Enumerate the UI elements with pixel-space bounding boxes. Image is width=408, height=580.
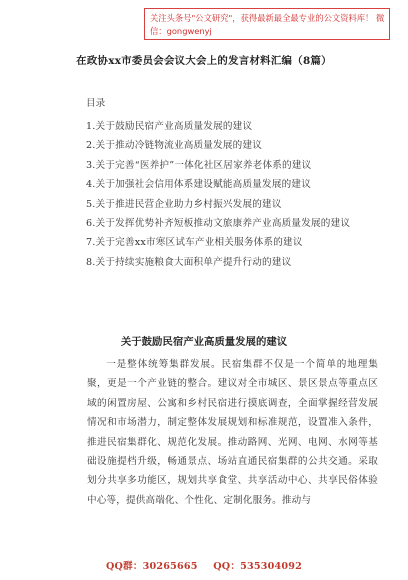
section-title: 关于鼓励民宿产业高质量发展的建议 (120, 336, 288, 348)
toc-item[interactable]: 6.关于发挥优势补齐短板推动文旅康养产业高质量发展的建议 (86, 218, 351, 230)
toc-item[interactable]: 8.关于持续实施粮食大面积单产提升行动的建议 (86, 256, 292, 268)
toc-item[interactable]: 7.关于完善xx市寒区试车产业相关服务体系的建议 (86, 237, 303, 249)
table-of-contents (86, 117, 378, 272)
document-title: 在政协xx市委员会会议大会上的发言材料汇编（8篇） (76, 55, 332, 67)
toc-item[interactable]: 4.关于加强社会信用体系建设赋能高质量发展的建议 (86, 179, 312, 191)
header-notice: 关注头条号"公文研究"，获得最新最全最专业的公文资料库！ 微信：gongwenyj (150, 13, 385, 36)
toc-heading: 目录 (86, 98, 106, 109)
footer-qq: QQ：535304092 (213, 561, 303, 572)
footer-qq-group: QQ群：30265665 (105, 561, 198, 572)
toc-item[interactable]: 1.关于鼓励民宿产业高质量发展的建议 (86, 121, 253, 132)
toc-item[interactable]: 3.关于完善“医养护”一体化社区居家养老体系的建议 (86, 159, 312, 171)
footer-contact (0, 558, 408, 572)
toc-item[interactable]: 5.关于推进民营企业助力乡村振兴发展的建议 (86, 198, 282, 210)
toc-item[interactable]: 2.关于推动冷链物流业高质量发展的建议 (86, 140, 263, 152)
body-paragraph: 一是整体统筹集群发展。民宿集群不仅是一个简单的地理集聚，更是一个产业链的整合。建议对全市城区、景区景点等重点区域的闲置房屋、公寓和乡村民宿进行摸底调查，全面掌握经营发展情况和市场潜力，制定整体发展规划和标准规范，设置准入条件，推进民宿集群化、规范化发展。推动路网、光网、电网、水网等基础设施提档升级，畅通景点、场站直通民宿集群的公共交通。采取划分共享多功能区，规划共享食堂、共享活动中心、共享民俗体验中心等，提供高端化、个性化、定制化服务。推动与 (87, 359, 378, 506)
